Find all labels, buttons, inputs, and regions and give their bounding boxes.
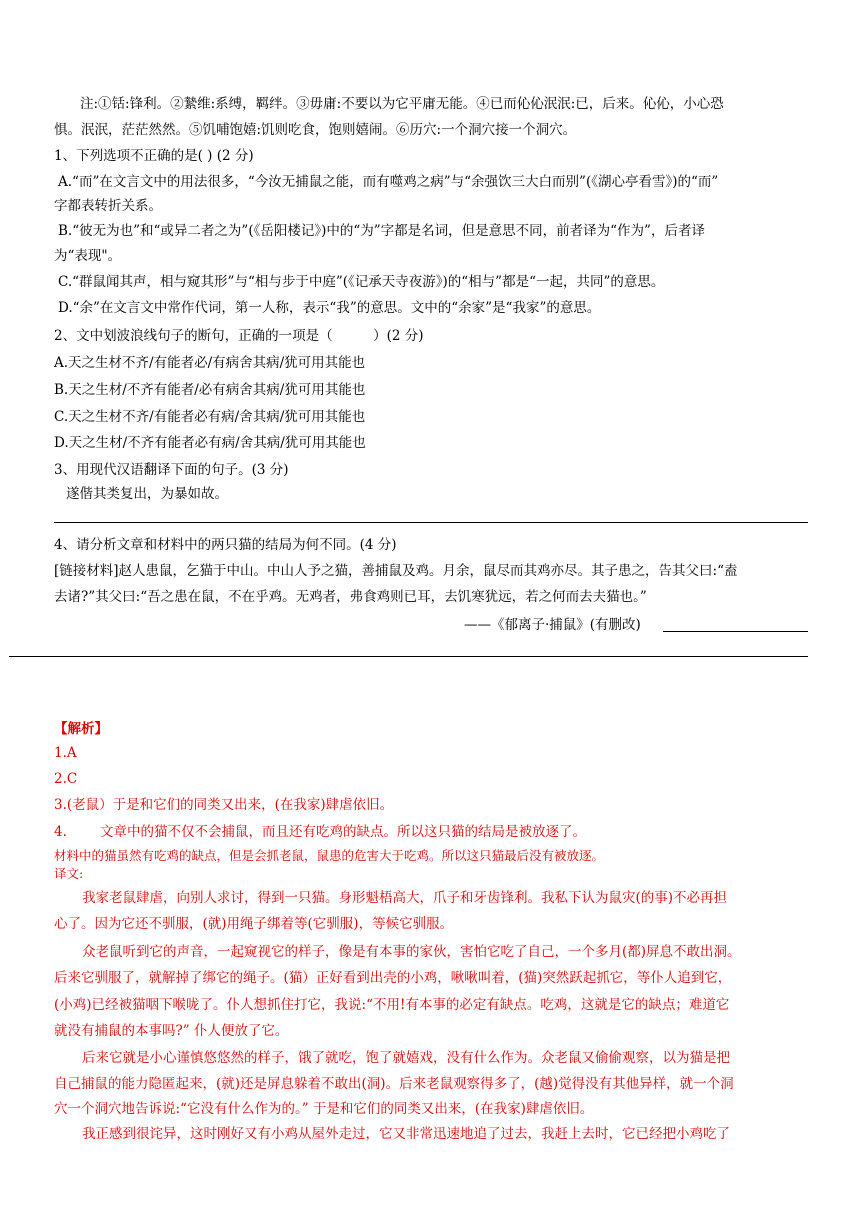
answer-3: 3.(老鼠）于是和它们的同类又出来，(在我家)肆虐依旧。	[54, 797, 394, 813]
translation-line: 众老鼠听到它的声音，一起窥视它的样子，像是有本事的家伙，害怕它吃了自己，一个多月(都)屏息不敢出洞。	[82, 944, 741, 960]
note-line: 惧。泯泯，茫茫然然。⑤饥哺饱嬉:饥则吃食，饱则嬉闹。⑥历穴:一个洞穴接一个洞穴。	[54, 122, 577, 138]
answer-line	[9, 656, 808, 657]
question-4-stem: 4、请分析文章和材料中的两只猫的结局为何不同。(4 分)	[54, 537, 397, 553]
q1-option-a: A.“而”在文言文中的用法很多，“今汝无捕鼠之能，而有噬鸡之病”与“余强饮三大白而别”(《湖心亭看雪》)的“而”	[58, 174, 719, 190]
q2-option-d: D.天之生材/不齐有能者必有病/舍其病/犹可用其能也	[54, 435, 366, 451]
translation-line: 我家老鼠肆虐，向别人求讨，得到一只猫。身形魁梧高大，爪子和牙齿锋利。我私下认为鼠灾(的事)不必再担	[82, 890, 728, 906]
q4-material: [链接材料]赵人患鼠，乞猫于中山。中山人予之猫，善捕鼠及鸡。月余，鼠尽而其鸡亦尽。其子患之，告其父曰:“盍	[54, 563, 738, 579]
answer-4-line: 文章中的猫不仅不会捕鼠，而且还有吃鸡的缺点。所以这只猫的结局是被放逐了。	[100, 824, 586, 840]
q4-material-cont: 去诸?”其父曰:“吾之患在鼠，不在乎鸡。无鸡者，弗食鸡则已耳，去饥寒犹远，若之何而去夫猫也。”	[54, 589, 647, 605]
question-2-stem: 2、文中划波浪线句子的断句，正确的一项是（ ）(2 分)	[54, 328, 424, 344]
answer-2: 2.C	[54, 771, 78, 787]
q1-option-b-cont: 为“表现"。	[54, 248, 122, 264]
translation-line: 就没有捕鼠的本事吗?” 仆人便放了它。	[54, 1023, 289, 1039]
translation-label: 译文:	[54, 866, 84, 881]
translation-line: 穴一个洞穴地告诉说:“它没有什么作为的。” 于是和它们的同类又出来，(在我家)肆虐依旧。	[54, 1101, 594, 1117]
translation-line: 后来它驯服了，就解掉了绑它的绳子。(猫）正好看到出壳的小鸡，啾啾叫着，(猫)突然跃起抓它，等仆人追到它，	[54, 970, 732, 986]
question-3-stem: 3、用现代汉语翻译下面的句子。(3 分)	[54, 462, 289, 478]
q1-option-c: C.“群鼠闻其声，相与窥其形”与“相与步于中庭”(《记承天寺夜游》)的“相与”都是“一起，共同”的意思。	[58, 274, 665, 290]
q1-option-a-cont: 字都表转折关系。	[54, 198, 162, 214]
q3-sentence: 遂偕其类复出，为暴如故。	[66, 486, 228, 502]
analysis-heading: 【解析】	[54, 721, 108, 737]
q1-option-b: B.“彼无为也”和“或异二者之为”(《岳阳楼记》)中的“为”字都是名词，但是意思不同，前者译为“作为”，后者译	[58, 223, 705, 239]
question-1-stem: 1、下列选项不正确的是( ) (2 分)	[54, 148, 254, 164]
q2-option-b: B.天之生材/不齐有能者/必有病舍其病/犹可用其能也	[54, 382, 366, 398]
answer-4-number: 4.	[54, 824, 67, 840]
answer-1: 1.A	[54, 745, 77, 761]
answer-4-line: 材料中的猫虽然有吃鸡的缺点，但是会抓老鼠，鼠患的危害大于吃鸡。所以这只猫最后没有被放逐。	[54, 848, 605, 863]
q2-option-c: C.天之生材不齐/有能者必有病/舍其病/犹可用其能也	[54, 409, 366, 425]
note-line: 注:①铦:锋利。②縶维:系缚，羁绊。③毋庸:不要以为它平庸无能。④已而伈伈泯泯:已，后来。伈伈，小心恐	[80, 96, 724, 112]
q4-source: ——《郁离子·捕鼠》(有删改)	[464, 617, 641, 633]
source-underline	[663, 631, 808, 632]
translation-line: 心了。因为它还不驯服，(就)用绳子绑着等(它驯服)，等候它驯服。	[54, 916, 454, 932]
translation-line: 自己捕鼠的能力隐匿起来，(就)还是屏息躲着不敢出(洞)。后来老鼠观察得多了，(越)觉得没有其他异样，就一个洞	[54, 1076, 734, 1092]
answer-line	[54, 522, 808, 523]
q1-option-d: D.“余”在文言文中常作代词，第一人称，表示“我”的意思。文中的“余家”是“我家”的意思。	[58, 300, 601, 316]
translation-line: 后来它就是小心谨慎悠悠然的样子，饿了就吃，饱了就嬉戏，没有什么作为。众老鼠又偷偷观察，以为猫是把	[82, 1050, 730, 1066]
q2-option-a: A.天之生材不齐/有能者必/有病舍其病/犹可用其能也	[54, 355, 366, 371]
translation-line: 我正感到很诧异，这时刚好又有小鸡从屋外走过，它又非常迅速地追了过去，我赶上去时，它已经把小鸡吃了	[82, 1126, 730, 1142]
translation-line: (小鸡)已经被猫咽下喉咙了。仆人想抓住打它，我说:“不用!有本事的必定有缺点。吃鸡，这就是它的缺点；难道它	[54, 997, 730, 1013]
